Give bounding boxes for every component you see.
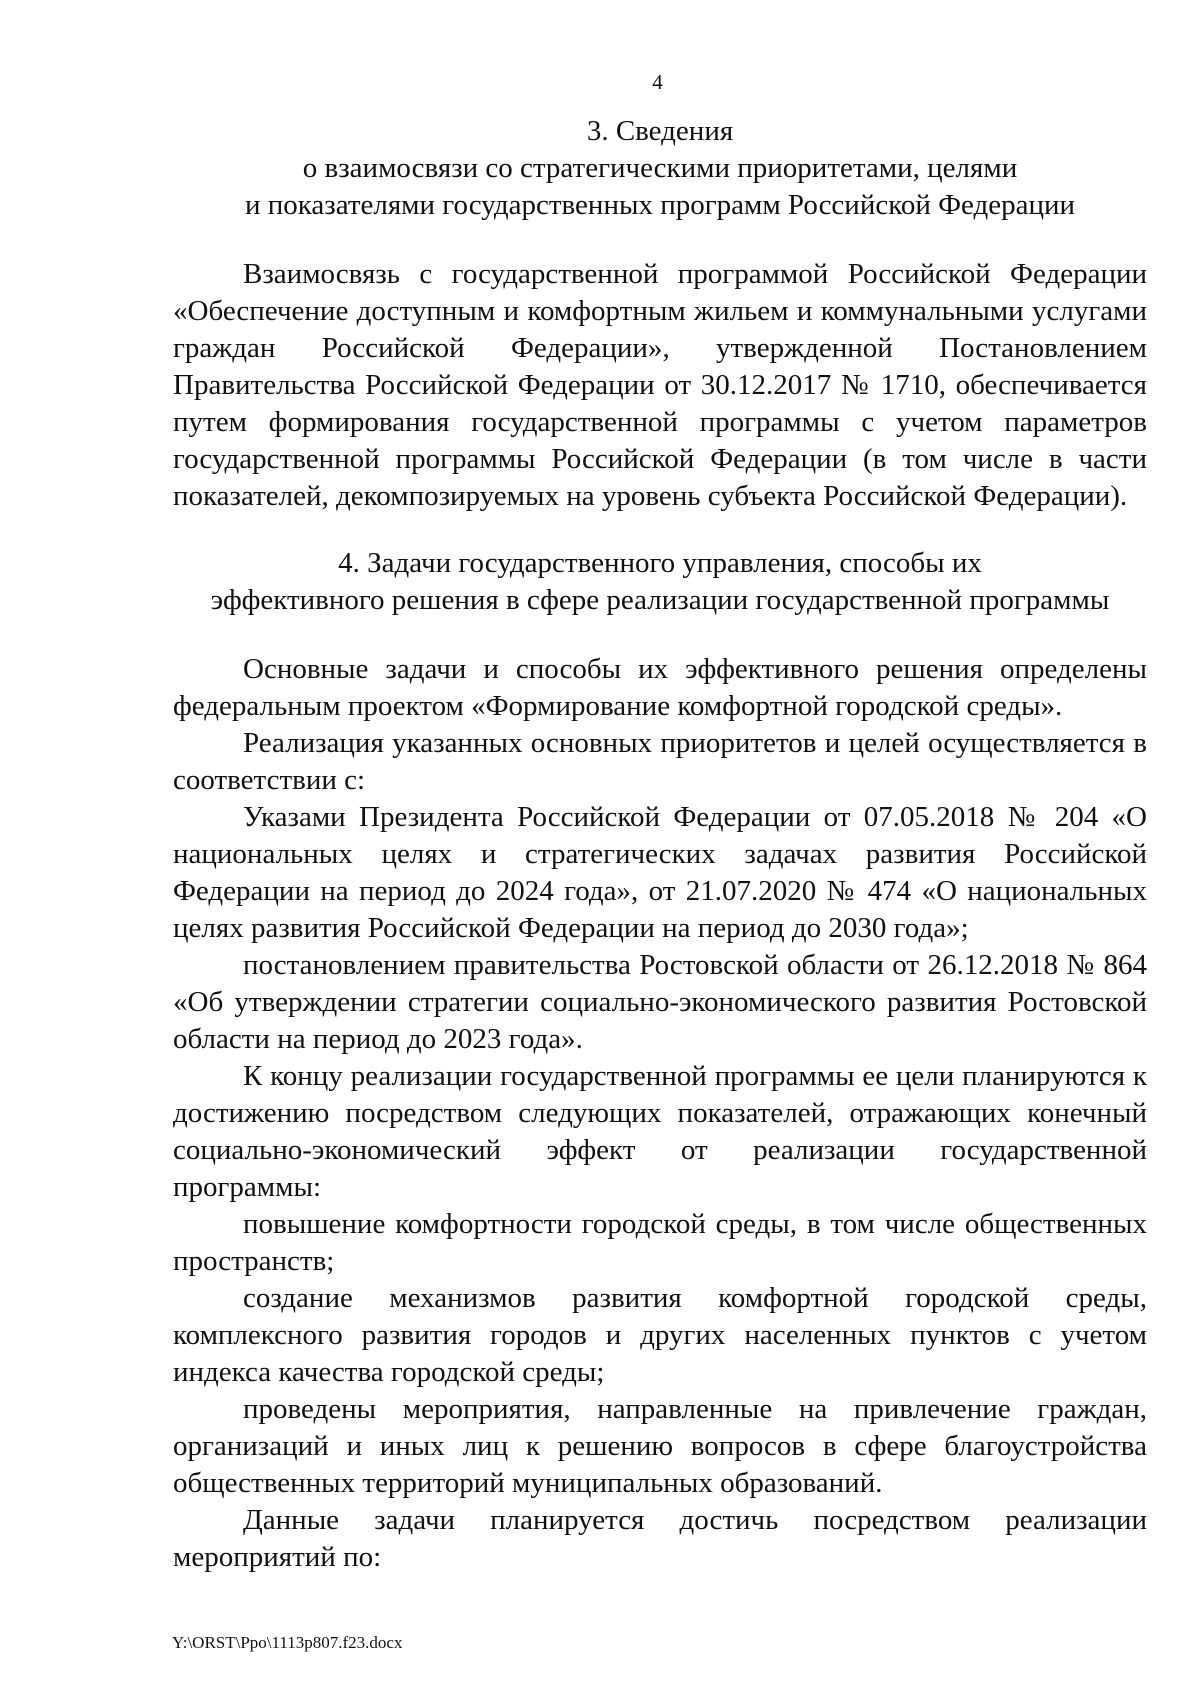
section-3-heading-line: о взаимосвязи со стратегическими приоритетами, целями [302,152,1018,184]
section-4-heading-line: 4. Задачи государственного управления, способы их [338,547,982,579]
section-3-paragraph: Взаимосвязь с государственной программой Российской Федерации «Обеспечение доступным и комфортным жильем и коммунальными услугами граждан Российской Федерации», утвержденной Постановлением Правительства Российской Федерации от 30.12.2017 № 1710, обеспечивается путем формирования государственной программы с учетом параметров государственной программы Российской Федерации (в том числе в части показателей, декомпозируемых на уровень субъекта Российской Федерации). [173,258,1147,512]
section-4-paragraph: К концу реализации государственной программы ее цели планируются к достижению посредством следующих показателей, отражающих конечный социально-экономический эффект от реализации государственной программы: [173,1060,1147,1203]
section-4-paragraph: постановлением правительства Ростовской области от 26.12.2018 № 864 «Об утверждении стратегии социально-экономического развития Ростовской области на период до 2023 года». [173,949,1147,1055]
page-number: 4 [652,70,663,94]
section-3-heading-line: и показателями государственных программ Российской Федерации [244,189,1076,221]
document-body [173,113,1147,1576]
section-4-heading-line: эффективного решения в сфере реализации государственной программы [210,584,1110,616]
section-4-paragraph: Указами Президента Российской Федерации от 07.05.2018 № 204 «О национальных целях и стратегических задачах развития Российской Федерации на период до 2024 года», от 21.07.2020 № 474 «О национальных целях развития Российской Федерации на период до 2030 года»; [173,801,1147,944]
section-3-heading-line: 3. Сведения [586,115,734,147]
section-4-heading [173,545,1147,619]
section-4-paragraph: повышение комфортности городской среды, в том числе общественных пространств; [173,1208,1147,1277]
section-3-heading [173,113,1147,224]
section-4-paragraph: Данные задачи планируется достичь посредством реализации мероприятий по: [173,1504,1147,1573]
section-4-paragraph: проведены мероприятия, направленные на привлечение граждан, организаций и иных лиц к решению вопросов в сфере благоустройства общественных территорий муниципальных образований. [173,1393,1147,1499]
footer-file-path: Y:\ORST\Ppo\1113p807.f23.docx [172,1633,403,1652]
section-4-paragraph: Реализация указанных основных приоритетов и целей осуществляется в соответствии с: [173,727,1147,796]
section-4-paragraph: Основные задачи и способы их эффективного решения определены федеральным проектом «Формирование комфортной городской среды». [173,653,1147,722]
section-4-paragraph: создание механизмов развития комфортной городской среды, комплексного развития городов и других населенных пунктов с учетом индекса качества городской среды; [173,1282,1147,1388]
